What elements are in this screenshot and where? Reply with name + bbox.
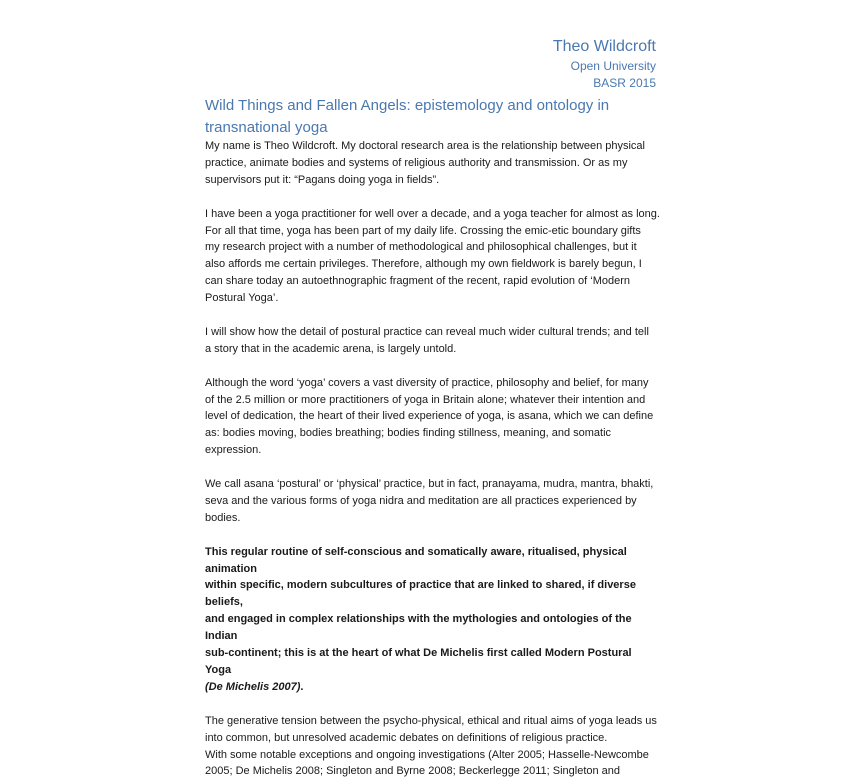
institution-name: Open University: [570, 59, 656, 73]
paragraph-practitioner: I have been a yoga practitioner for well over a decade, and a yoga teacher for almost as long. For all that time, yoga has been part of my daily life. Crossing the emic-etic boundary gifts my research project with a number of methodological and philosophical challenges, but it also affords me certain privileges. Therefore, although my own fieldwork is barely begun, I can share today an autoethnographic fragment of the recent, rapid evolution of ‘Modern Postural Yoga’.: [205, 207, 660, 305]
document-body: [205, 138, 660, 780]
document-header: [553, 36, 656, 92]
bold-paragraph-end: .: [300, 680, 304, 693]
citation: (De Michelis 2007): [205, 680, 301, 693]
document-title: Wild Things and Fallen Angels: epistemology and ontology in transnational yoga: [205, 97, 610, 136]
paragraph-modern-postural-yoga: [205, 544, 660, 696]
paragraph-postural-practice: I will show how the detail of postural practice can reveal much wider cultural trends; and tell a story that in the academic arena, is largely untold.: [205, 325, 649, 355]
paragraph-yoga-diversity: Although the word ‘yoga’ covers a vast diversity of practice, philosophy and belief, for many of the 2.5 million or more practitioners of yoga in Britain alone; whatever their intention and level of dedication, the heart of their lived experience of yoga, is asana, which we can define as: bodies moving, bodies breathing; bodies finding stillness, meaning, and somatic expression.: [205, 376, 654, 457]
paragraph-intro: My name is Theo Wildcroft. My doctoral research area is the relationship between physical practice, animate bodies and systems of religious authority and transmission. Or as my supervisors put it: “Pagans doing yoga in fields”.: [205, 140, 645, 186]
paragraph-generative-tension: The generative tension between the psycho-physical, ethical and ritual aims of yoga leads us into common, but unresolved academic debates on definitions of religious practice.: [205, 714, 657, 744]
bold-paragraph-text: This regular routine of self-conscious and somatically aware, ritualised, physical animation within specific, modern subcultures of practice that are linked to shared, if diverse beliefs, and engaged in complex relationships with the mythologies and ontologies of the Indian sub-continent; this is at the heart of what De Michelis first called Modern Postural Yoga: [205, 545, 636, 677]
author-name: Theo Wildcroft: [552, 38, 656, 55]
paragraph-asana: We call asana ‘postural’ or ‘physical’ practice, but in fact, pranayama, mudra, mantra, bhakti, seva and the various forms of yoga nidra and meditation are all practices experienced by bodies.: [205, 478, 654, 524]
paragraph-exceptions: With some notable exceptions and ongoing investigations (Alter 2005; Hasselle-Newcombe 2005; De Michelis 2008; Singleton and Byrne 2008; Beckerlegge 2011; Singleton and: [205, 748, 649, 778]
event-name: BASR 2015: [593, 76, 656, 90]
